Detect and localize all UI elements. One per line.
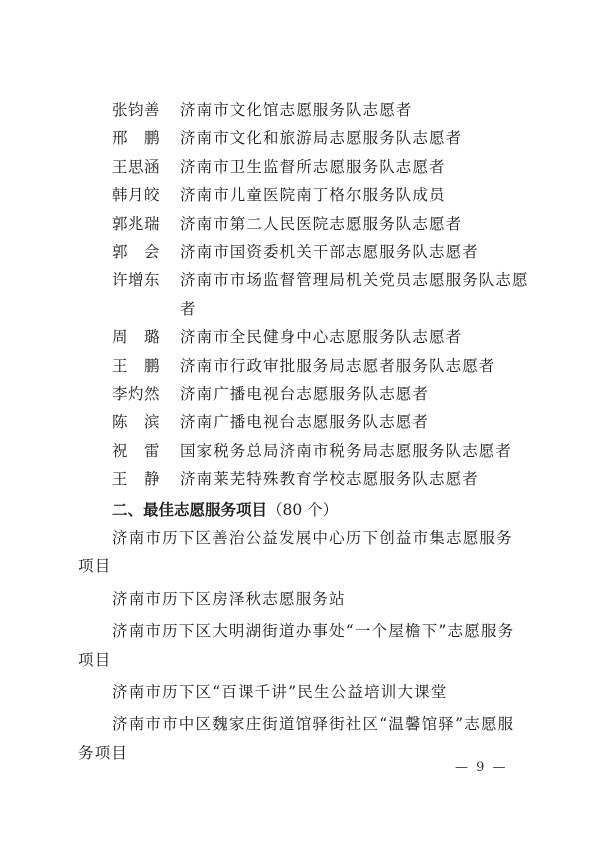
volunteer-org: 国家税务总局济南市税务局志愿服务队志愿者 [180, 441, 513, 460]
volunteer-org: 济南市国资委机关干部志愿服务队志愿者 [180, 242, 479, 261]
list-item [112, 238, 532, 266]
list-item [112, 153, 532, 181]
volunteer-name: 王 鹏 [112, 356, 161, 375]
project-item: 济南市历下区房泽秋志愿服务站 [112, 589, 346, 608]
volunteer-org: 济南市文化馆志愿服务队志愿者 [180, 101, 413, 119]
list-item [112, 124, 532, 152]
volunteer-name: 陈 滨 [112, 413, 161, 432]
list-item [112, 96, 532, 124]
volunteer-name: 王思涵 [112, 157, 161, 176]
volunteer-org: 济南市卫生监督所志愿服务队志愿者 [180, 157, 446, 176]
list-item [112, 266, 532, 323]
list-item [112, 437, 532, 465]
volunteer-name: 王 静 [112, 470, 161, 489]
section-title-text: 二、最佳志愿服务项目 [112, 501, 268, 519]
volunteer-name: 邢 鹏 [112, 129, 161, 148]
volunteer-org: 济南市儿童医院南丁格尔服务队成员 [180, 186, 446, 205]
volunteer-name: 许增东 [112, 271, 161, 290]
volunteer-list [112, 96, 532, 493]
volunteer-org: 济南广播电视台志愿服务队志愿者 [180, 413, 430, 432]
section-count: （80 个） [267, 501, 339, 519]
volunteer-org: 济南广播电视台志愿服务队志愿者 [180, 384, 430, 403]
list-item [112, 181, 532, 209]
volunteer-name: 祝 雷 [112, 441, 161, 460]
list-item [112, 323, 532, 351]
list-item [112, 352, 532, 380]
list-item [112, 210, 532, 238]
volunteer-org: 济南莱芜特殊教育学校志愿服务队志愿者 [180, 470, 479, 489]
project-list [78, 524, 524, 767]
volunteer-name: 张钧善 [112, 101, 161, 119]
volunteer-name: 郭 会 [112, 242, 161, 261]
volunteer-org: 济南市行政审批服务局志愿者服务队志愿者 [180, 356, 496, 375]
volunteer-org: 济南市文化和旅游局志愿服务队志愿者 [180, 129, 463, 148]
volunteer-org: 济南市市场监督管理局机关党员志愿服务队志愿者 [180, 271, 529, 318]
list-item [112, 380, 532, 408]
volunteer-name: 周 璐 [112, 328, 161, 347]
list-item [112, 408, 532, 436]
volunteer-name: 李灼然 [112, 384, 161, 403]
project-item: 济南市历下区“百课千讲”民生公益培训大课堂 [112, 683, 448, 702]
list-item [112, 465, 532, 493]
project-item: 济南市历下区善治公益发展中心历下创益市集志愿服务项目 [78, 529, 513, 576]
project-item: 济南市历下区大明湖街道办事处“一个屋檐下”志愿服务项目 [78, 622, 515, 669]
project-item: 济南市市中区魏家庄街道馆驿街社区“温馨馆驿”志愿服务项目 [78, 715, 515, 762]
volunteer-name: 韩月皎 [112, 186, 161, 205]
volunteer-org: 济南市第二人民医院志愿服务队志愿者 [180, 214, 463, 233]
volunteer-org: 济南市全民健身中心志愿服务队志愿者 [180, 328, 463, 347]
volunteer-name: 郭兆瑞 [112, 214, 161, 233]
page-number: — 9 — [455, 760, 508, 775]
section-heading [112, 496, 338, 524]
